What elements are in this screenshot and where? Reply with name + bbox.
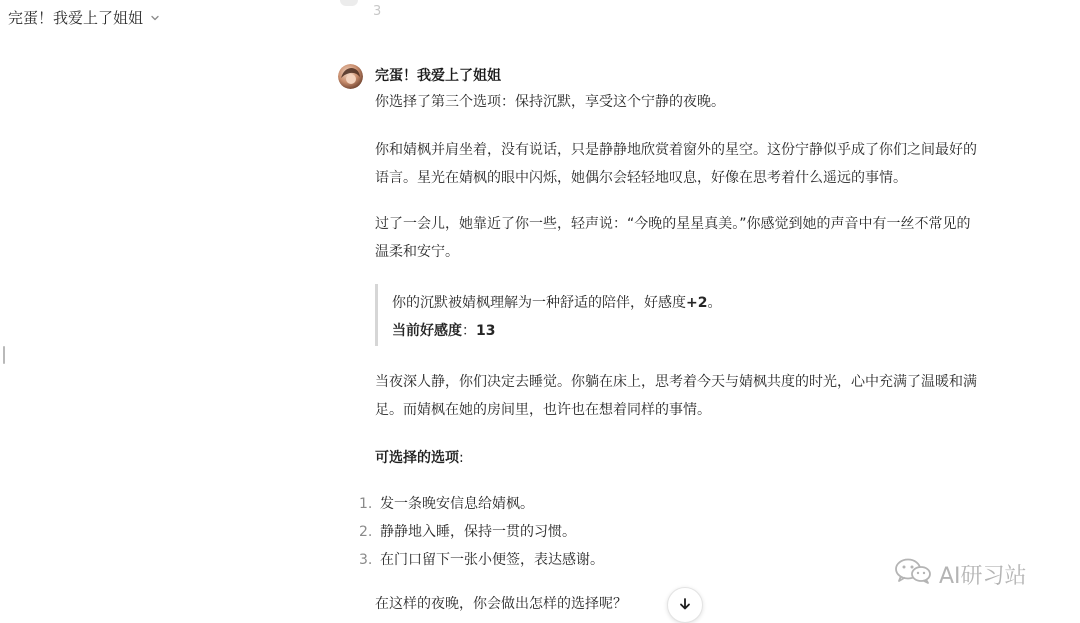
list-item [359, 518, 604, 546]
list-item [359, 546, 604, 574]
paragraph-line: 你和婧枫并肩坐着，没有说话，只是静静地欣赏着窗外的星空。这份宁静似乎成了你们之间最好的 [375, 142, 977, 158]
watermark [893, 556, 1027, 592]
message-intro: 你选择了第三个选项：保持沉默，享受这个宁静的夜晚。 [375, 94, 725, 110]
paragraph-line: 温柔和安宁。 [375, 244, 459, 260]
affection-change-line [392, 289, 721, 317]
current-affection-value: 13 [476, 323, 496, 339]
arrow-down-icon [678, 596, 692, 615]
paragraph-3 [375, 368, 977, 424]
paragraph-line: 过了一会儿，她靠近了你一些，轻声说：“今晚的星星真美。”你感觉到她的声音中有一丝不常见的 [375, 216, 971, 232]
option-number: 1. [359, 496, 373, 512]
options-heading [375, 444, 464, 472]
paragraph-2 [375, 210, 971, 266]
sender-name: 完蛋！我爱上了姐姐 [375, 68, 501, 84]
paragraph-line: 足。而婧枫在她的房间里，也许也在想着同样的事情。 [375, 402, 711, 418]
conversation-title-dropdown[interactable] [8, 7, 161, 28]
options-list [359, 490, 604, 574]
option-text: 静静地入睡，保持一贯的习惯。 [380, 524, 576, 540]
option-number: 3. [359, 552, 373, 568]
option-text: 发一条晚安信息给婧枫。 [380, 496, 534, 512]
assistant-avatar [338, 64, 363, 89]
wechat-icon [893, 556, 933, 592]
paragraph-line: 语言。星光在婧枫的眼中闪烁，她偶尔会轻轻地叹息，好像在思考着什么遥远的事情。 [375, 170, 907, 186]
affection-change-text: 你的沉默被婧枫理解为一种舒适的陪伴，好感度 [392, 295, 686, 311]
closing-question: 在这样的夜晚，你会做出怎样的选择呢？ [375, 596, 627, 612]
affection-change-end: 。 [707, 295, 722, 311]
sidebar-resize-handle[interactable] [3, 346, 5, 364]
affection-quote-block [375, 284, 1035, 346]
options-heading-colon: : [459, 450, 464, 466]
option-number: 2. [359, 524, 373, 540]
paragraph-1 [375, 136, 977, 192]
current-affection-label: 当前好感度 [392, 323, 462, 339]
watermark-text: AI研习站 [939, 563, 1027, 589]
paragraph-line: 当夜深人静，你们决定去睡觉。你躺在床上，思考着今天与婧枫共度的时光，心中充满了温暖和满 [375, 374, 977, 390]
option-text: 在门口留下一张小便签，表达感谢。 [380, 552, 604, 568]
options-heading-text: 可选择的选项 [375, 450, 459, 466]
conversation-title: 完蛋！我爱上了姐姐 [8, 9, 144, 27]
affection-delta: +2 [686, 295, 708, 311]
list-item [359, 490, 604, 518]
chevron-down-icon [149, 12, 161, 24]
previous-avatar-fragment [340, 0, 358, 6]
previous-message-fragment: 3 [373, 4, 382, 19]
scroll-to-bottom-button[interactable] [667, 587, 703, 623]
current-affection-line [392, 317, 495, 345]
current-affection-sep: ： [462, 323, 476, 339]
